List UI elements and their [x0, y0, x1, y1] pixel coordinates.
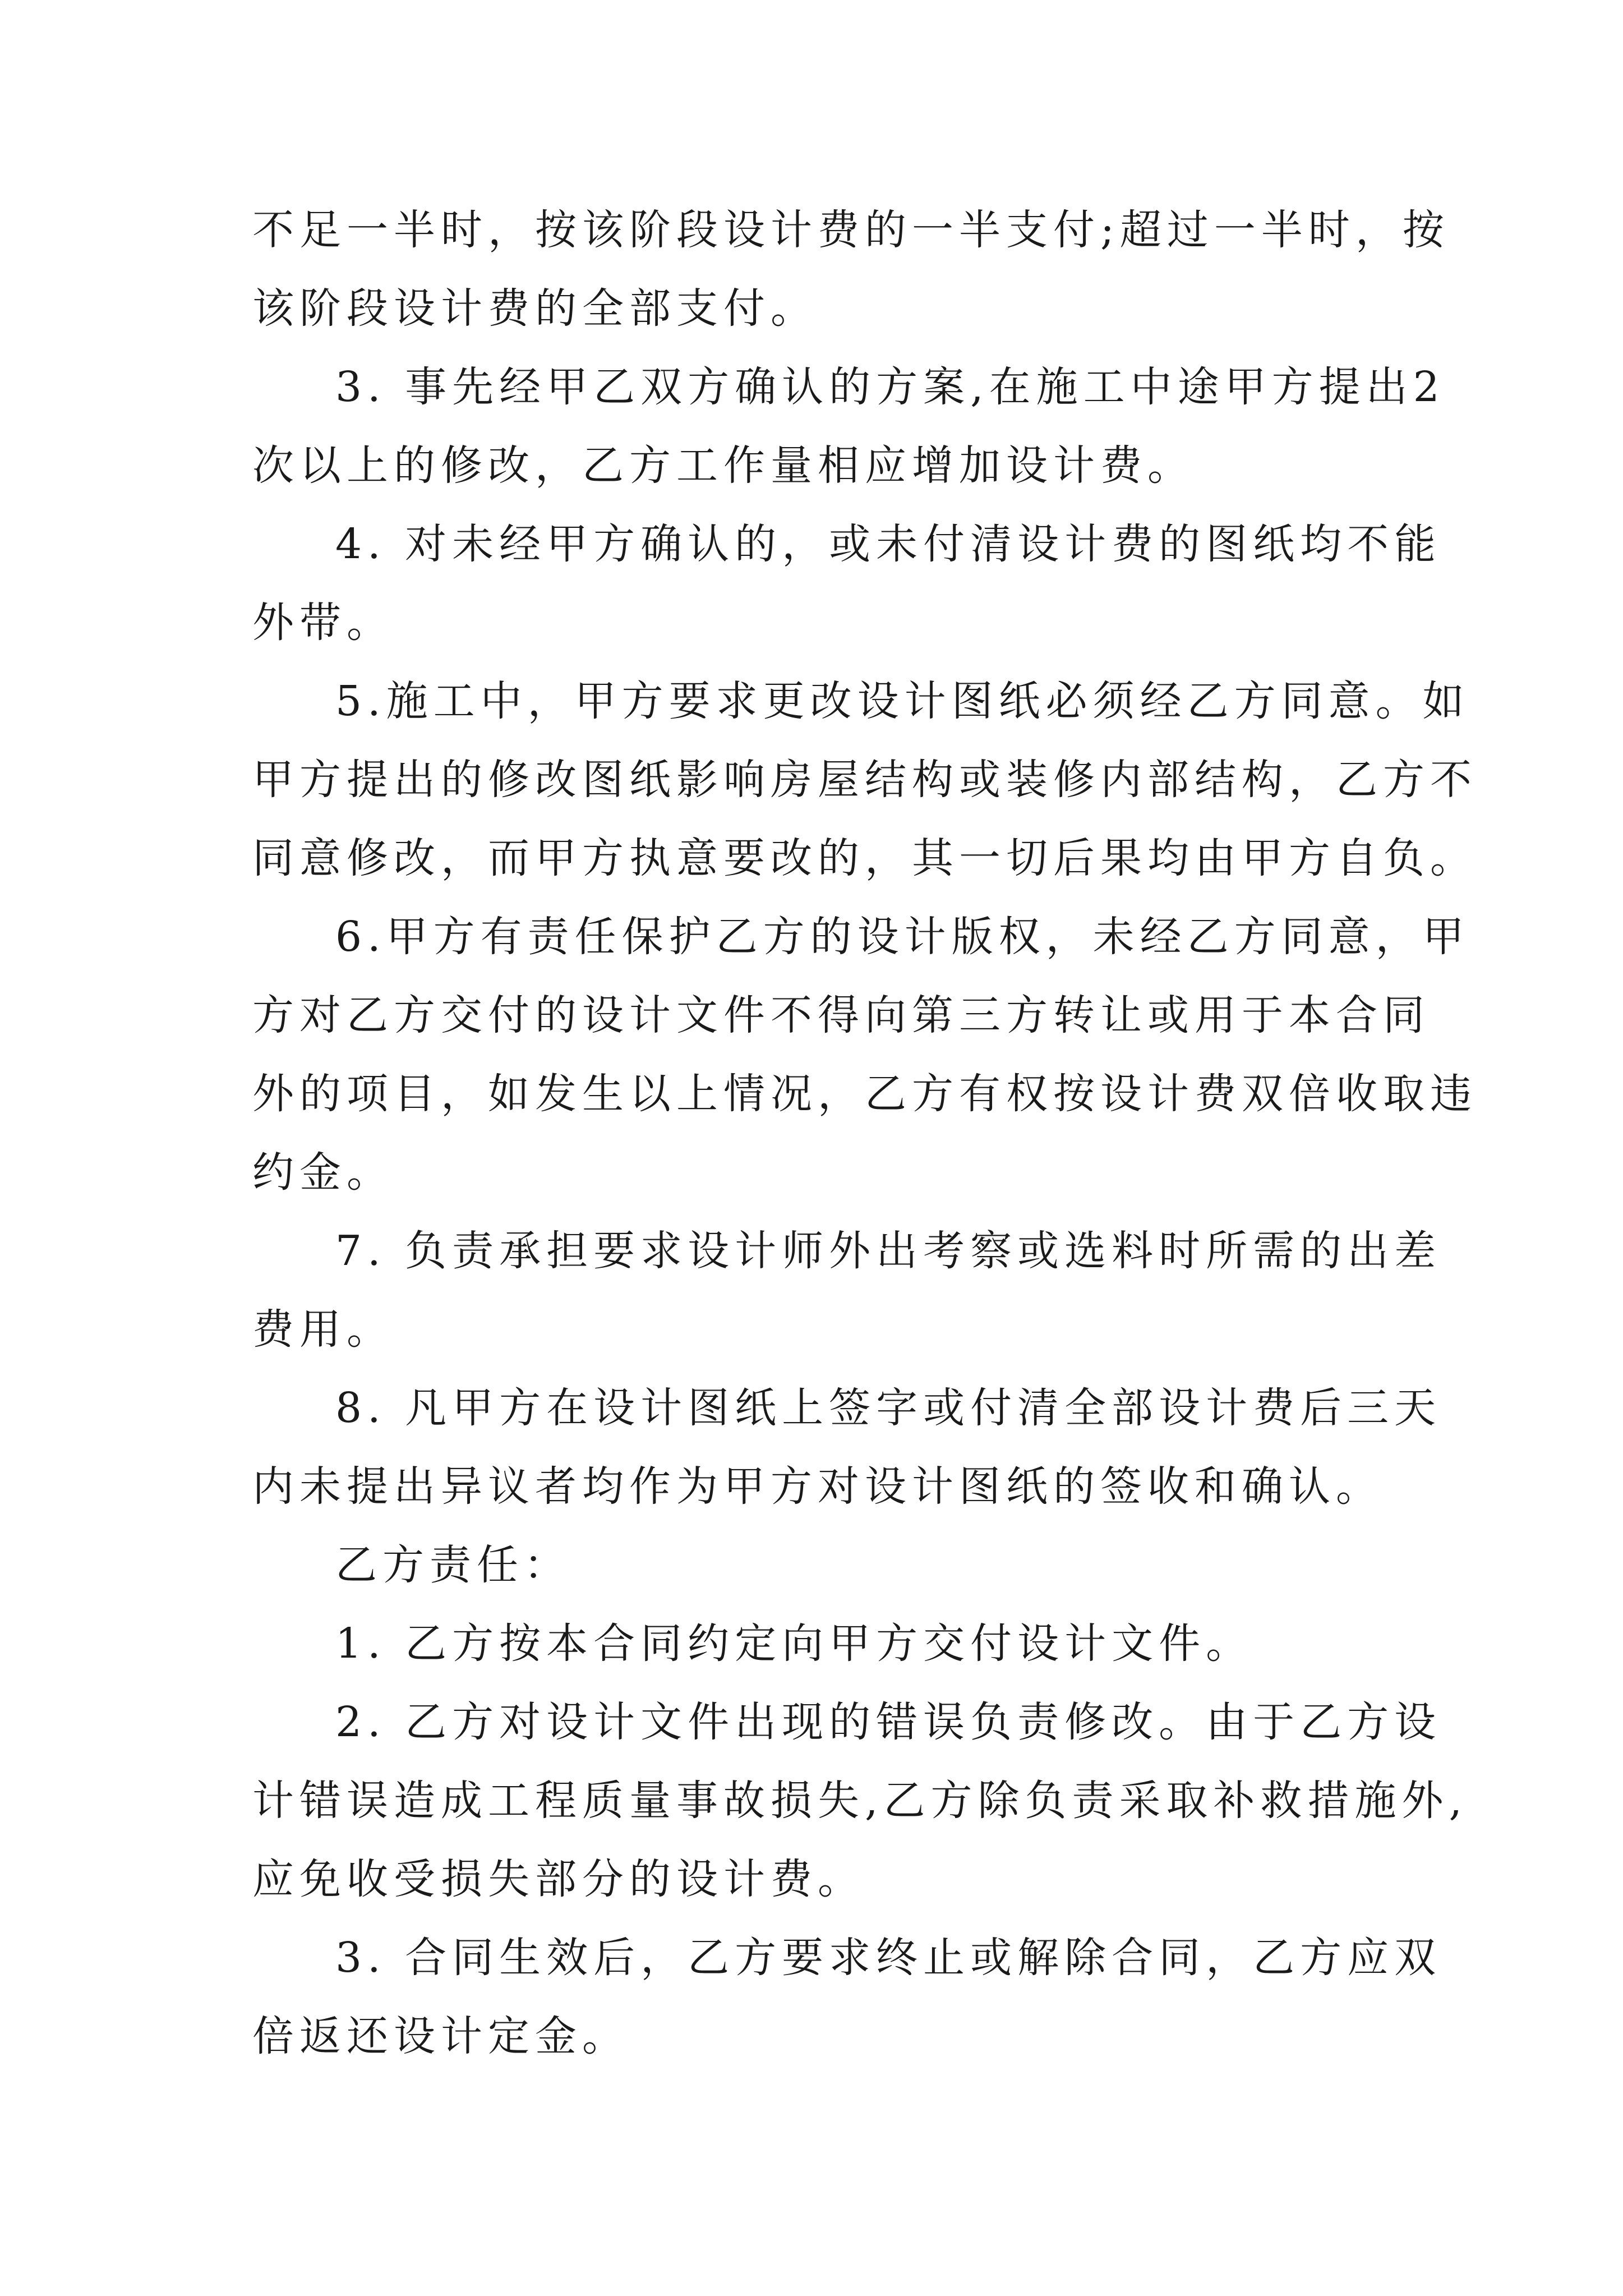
- text-line: 3. 事先经甲乙双方确认的方案,在施工中途甲方提出2: [335, 363, 1445, 411]
- paragraph-item-a7: [252, 1212, 1442, 1369]
- text-line: 8. 凡甲方在设计图纸上签字或付清全部设计费后三天: [335, 1384, 1442, 1432]
- text-line: 不足一半时，按该阶段设计费的一半支付;超过一半时，按: [252, 206, 1450, 254]
- text-line: 甲方提出的修改图纸影响房屋结构或装修内部结构，乙方不: [252, 756, 1477, 804]
- text-line: 3. 合同生效后，乙方要求终止或解除合同，乙方应双: [335, 1934, 1442, 1982]
- paragraph-item-a5: [252, 662, 1477, 898]
- text-line: 计错误造成工程质量事故损失,乙方除负责采取补救措施外,: [252, 1777, 1468, 1825]
- text-line: 1. 乙方按本合同约定向甲方交付设计文件。: [335, 1619, 1253, 1668]
- text-line: 倍返还设计定金。: [252, 2012, 629, 2060]
- text-line: 费用。: [252, 1305, 394, 1354]
- text-line: 同意修改，而甲方执意要改的，其一切后果均由甲方自负。: [252, 834, 1477, 882]
- text-line: 外的项目，如发生以上情况，乙方有权按设计费双倍收取违: [252, 1070, 1477, 1118]
- text-line: 6.甲方有责任保护乙方的设计版权，未经乙方同意，甲: [335, 913, 1470, 961]
- paragraph-continuation: [252, 191, 1450, 348]
- document-page: [252, 191, 1477, 2154]
- text-line: 该阶段设计费的全部支付。: [252, 284, 818, 333]
- paragraph-item-b2: [252, 1683, 1468, 1918]
- text-line: 5.施工中，甲方要求更改设计图纸必须经乙方同意。如: [335, 677, 1470, 725]
- paragraph-item-b1: [252, 1604, 1391, 1683]
- section-heading-party-b: [252, 1526, 1391, 1604]
- text-line: 应免收受损失部分的设计费。: [252, 1855, 865, 1903]
- text-line: 2. 乙方对设计文件出现的错误负责修改。由于乙方设: [335, 1698, 1442, 1746]
- paragraph-item-a4: [252, 505, 1442, 662]
- paragraph-item-a3: [252, 348, 1445, 505]
- section-heading: 乙方责任：: [335, 1541, 571, 1589]
- paragraph-item-a6: [252, 898, 1477, 1212]
- paragraph-item-a8: [252, 1369, 1442, 1526]
- text-line: 外带。: [252, 599, 394, 647]
- text-line: 内未提出异议者均作为甲方对设计图纸的签收和确认。: [252, 1462, 1383, 1511]
- text-line: 4. 对未经甲方确认的，或未付清设计费的图纸均不能: [335, 520, 1442, 568]
- text-line: 方对乙方交付的设计文件不得向第三方转让或用于本合同: [252, 991, 1430, 1039]
- text-line: 约金。: [252, 1148, 394, 1197]
- paragraph-item-b3: [252, 1918, 1442, 2076]
- text-line: 次以上的修改，乙方工作量相应增加设计费。: [252, 441, 1195, 490]
- text-line: 7. 负责承担要求设计师外出考察或选料时所需的出差: [335, 1227, 1442, 1275]
